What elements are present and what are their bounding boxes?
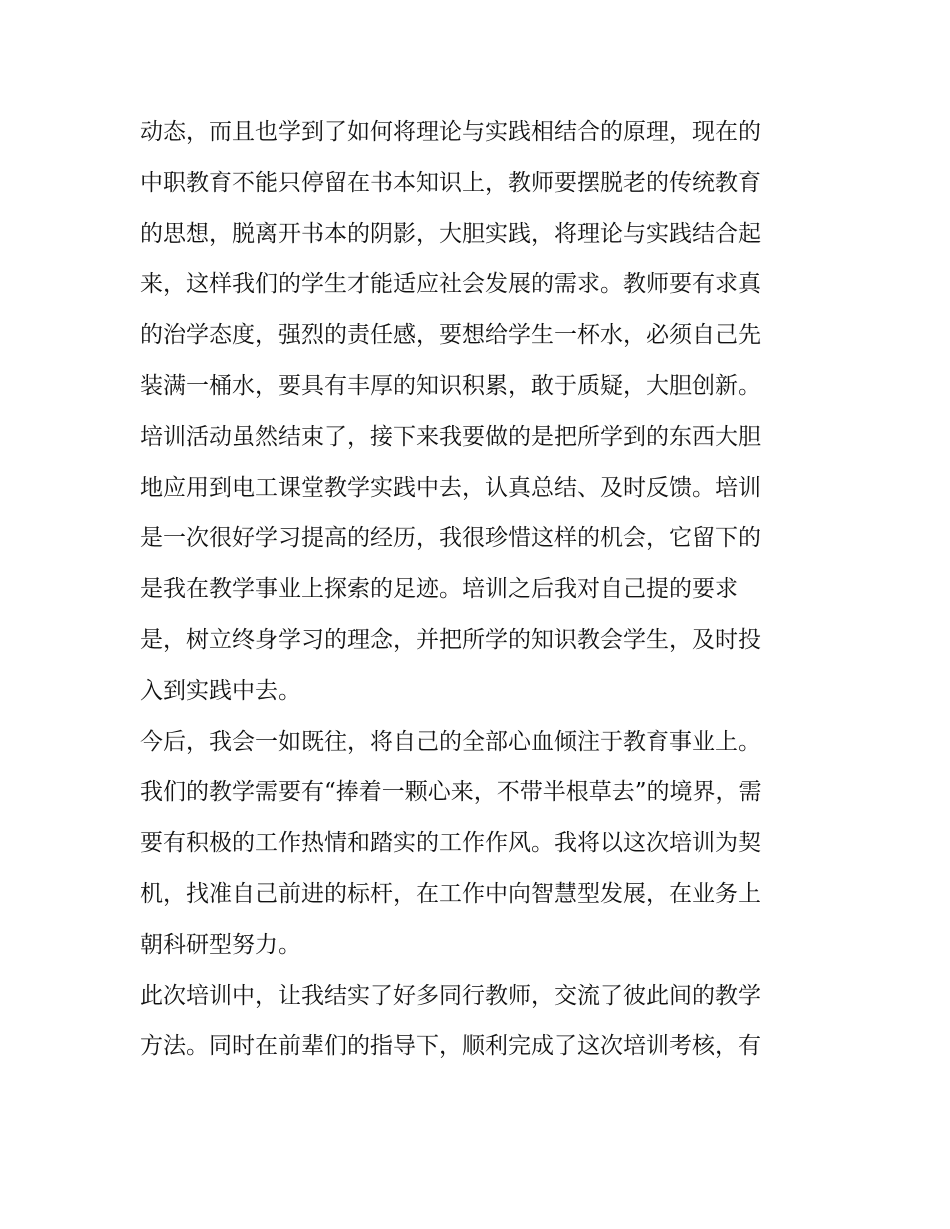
text-line-14: 我们的教学需要有“捧着一颗心来，不带半根草去”的境界，需 xyxy=(140,779,762,806)
text-line-6: 装满一桶水，要具有丰厚的知识积累，敢于质疑，大胆创新。 xyxy=(140,372,761,399)
text-line-16: 机，找准自己前进的标杆，在工作中向智慧型发展，在业务上 xyxy=(140,880,761,907)
text-line-8: 地应用到电工课堂教学实践中去，认真总结、及时反馈。培训 xyxy=(140,474,761,501)
text-line-4: 来，这样我们的学生才能适应社会发展的需求。教师要有求真 xyxy=(140,271,761,298)
text-line-11: 是，树立终身学习的理念，并把所学的知识教会学生，及时投 xyxy=(140,626,761,653)
text-line-3: 的思想，脱离开书本的阴影，大胆实践，将理论与实践结合起 xyxy=(140,220,761,247)
text-line-15: 要有积极的工作热情和踏实的工作作风。我将以这次培训为契 xyxy=(140,830,761,857)
text-line-5: 的治学态度，强烈的责任感，要想给学生一杯水，必须自己先 xyxy=(140,322,761,349)
body-text xyxy=(140,107,830,1072)
text-line-17: 朝科研型努力。 xyxy=(140,931,301,958)
text-line-1: 动态，而且也学到了如何将理论与实践相结合的原理，现在的 xyxy=(140,119,761,145)
text-line-10: 是我在教学事业上探索的足迹。培训之后我对自己提的要求 xyxy=(140,576,738,603)
text-line-9: 是一次很好学习提高的经历，我很珍惜这样的机会，它留下的 xyxy=(140,525,761,552)
text-line-13: 今后，我会一如既往，将自己的全部心血倾注于教育事业上。 xyxy=(140,728,761,755)
text-line-2: 中职教育不能只停留在书本知识上，教师要摆脱老的传统教育 xyxy=(140,169,761,196)
text-line-18: 此次培训中，让我结实了好多同行教师，交流了彼此间的教学 xyxy=(140,982,761,1009)
text-line-7: 培训活动虽然结束了，接下来我要做的是把所学到的东西大胆 xyxy=(140,423,761,450)
text-line-12: 入到实践中去。 xyxy=(140,677,301,704)
text-line-19: 方法。同时在前辈们的指导下，顺利完成了这次培训考核，有 xyxy=(140,1033,761,1060)
